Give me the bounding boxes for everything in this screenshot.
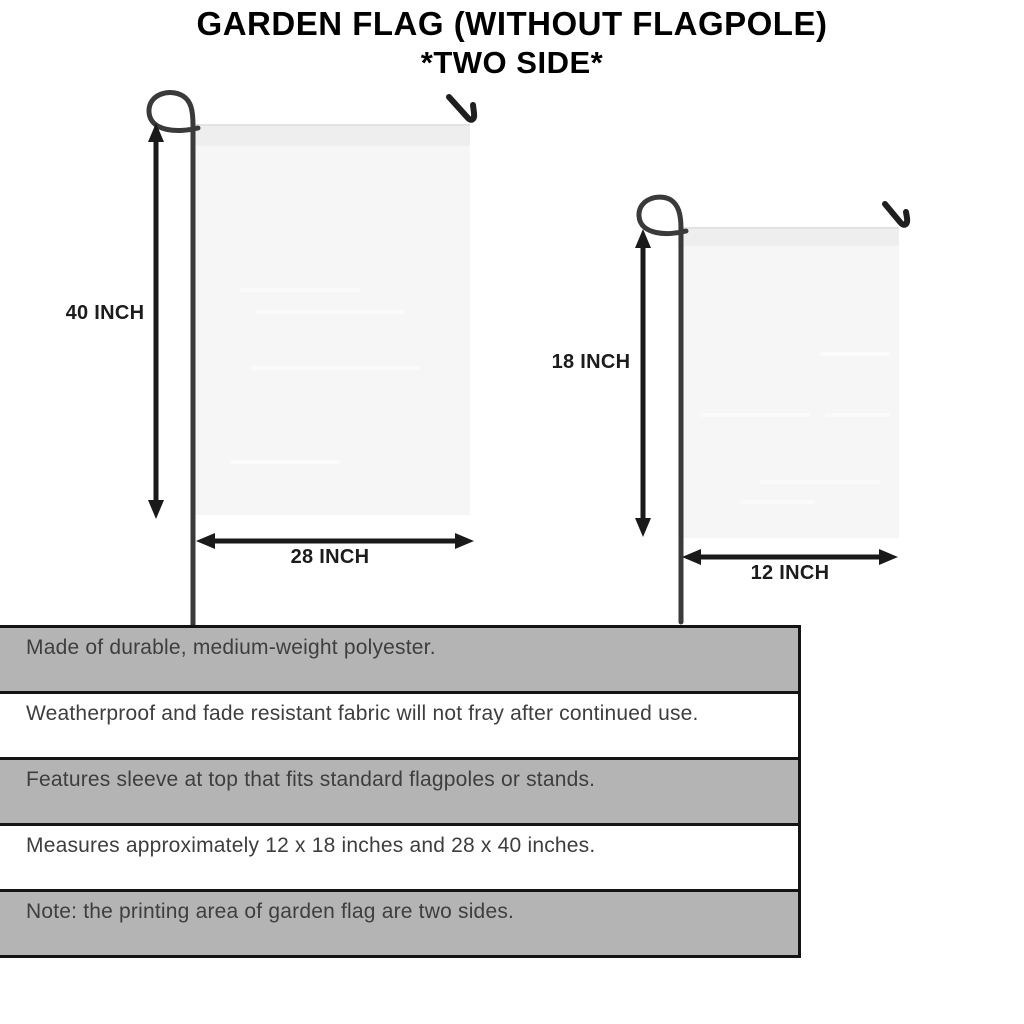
large-flag-hook-icon [449,97,474,120]
large-flag-height-label: 40 INCH [65,302,145,324]
small-flag-height-label: 18 INCH [551,351,631,373]
small-flag-top-edge [678,227,899,229]
spec-row-measurements: Measures approximately 12 x 18 inches and 28 x 40 inches. [0,826,798,892]
small-flag-diagram [635,197,907,622]
small-flag-hook-icon [885,204,907,225]
title-main: GARDEN FLAG (WITHOUT FLAGPOLE) [196,5,828,42]
large-flag-fabric [193,125,470,515]
spec-table [0,625,801,958]
large-flag-sleeve [193,125,470,146]
small-flag-fabric [678,228,899,538]
spec-row-note: Note: the printing area of garden flag are two sides. [0,892,798,955]
small-flagpole-icon [639,197,686,622]
spec-row-weatherproof: Weatherproof and fade resistant fabric will not fray after continued use. [0,694,798,760]
small-height-arrow [635,229,651,537]
spec-row-sleeve: Features sleeve at top that fits standard flagpoles or stands. [0,760,798,826]
spec-row-material: Made of durable, medium-weight polyester. [0,628,798,694]
large-flag-top-edge [193,124,470,126]
small-flag-width-label: 12 INCH [750,562,830,584]
large-flag-width-label: 28 INCH [290,546,370,568]
title-subtitle: *TWO SIDE* [420,45,604,80]
small-flag-sleeve [678,228,899,246]
